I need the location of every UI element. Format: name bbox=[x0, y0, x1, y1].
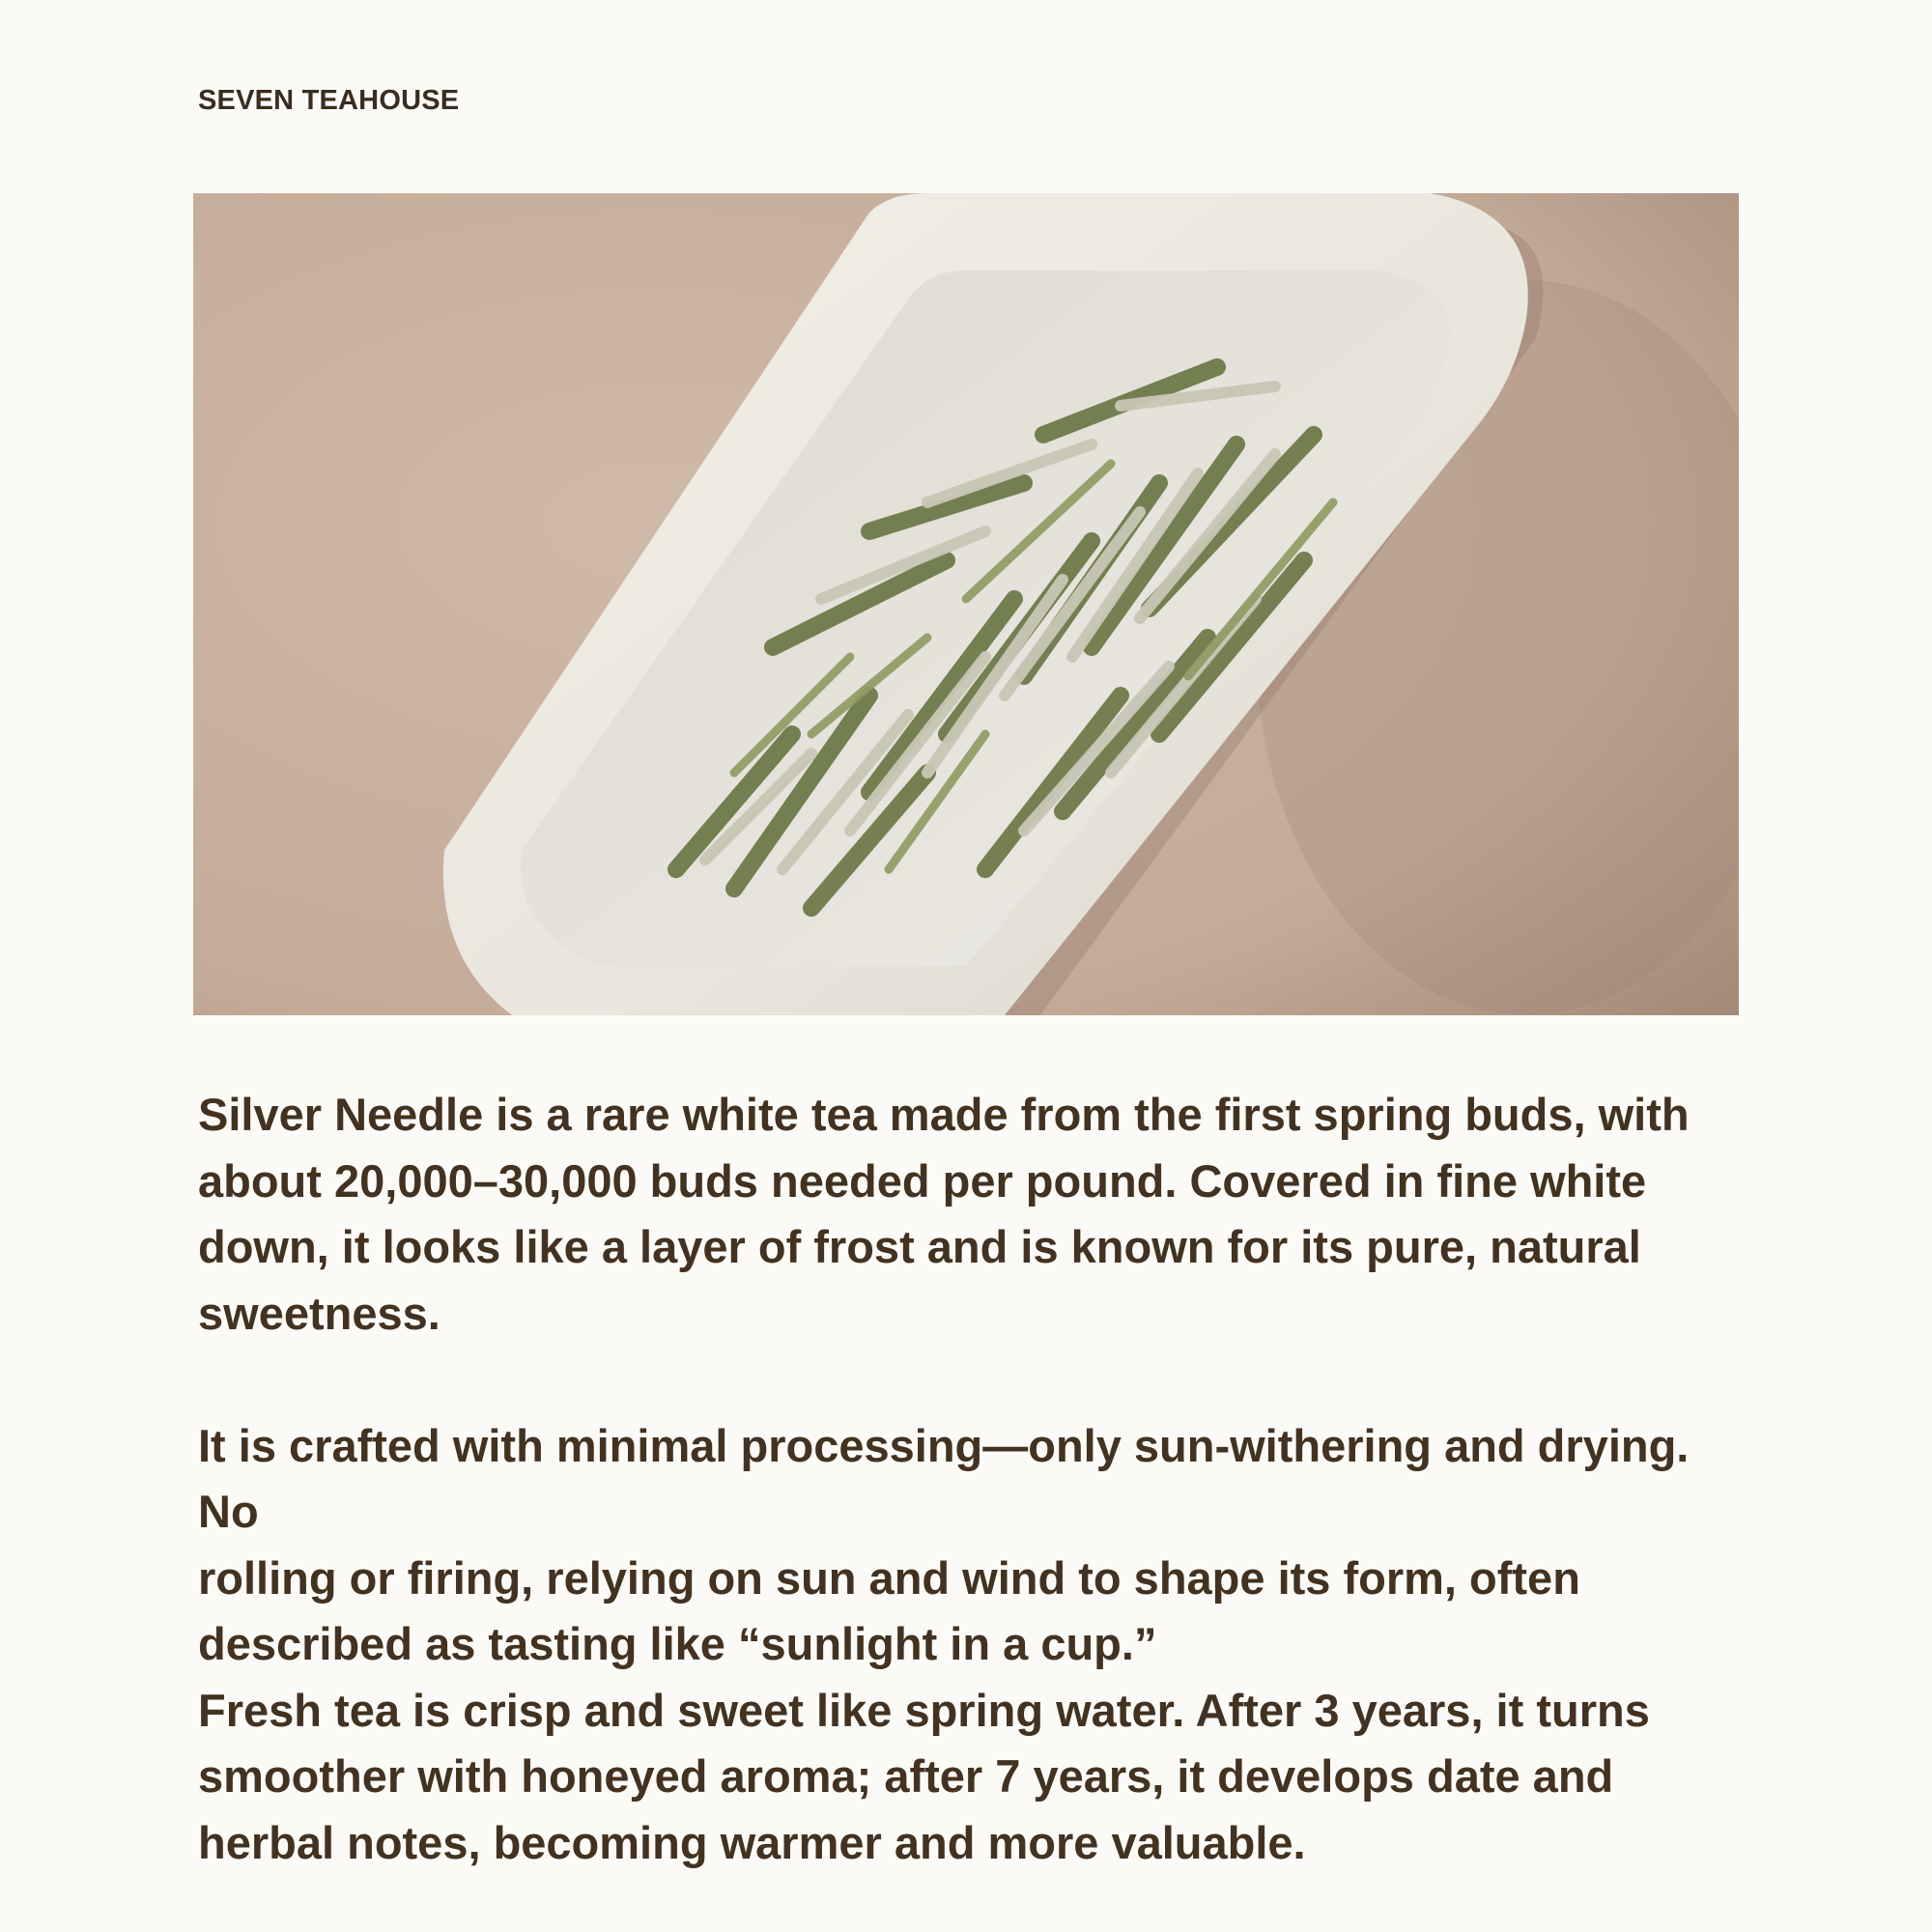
tea-scoop-photo bbox=[193, 193, 1739, 1015]
article-paragraph: Fresh tea is crisp and sweet like spring water. After 3 years, it turns smoother with honeyed aroma; after 7 years, it develops date and herbal notes, becoming warmer and more valuable. bbox=[198, 1684, 1650, 1868]
brand-name: SEVEN TEAHOUSE bbox=[198, 85, 460, 116]
hero-image bbox=[193, 193, 1739, 1015]
article-paragraph: Silver Needle is a rare white tea made from the first spring buds, with about 20,000–30,000 buds needed per pound. Covered in fine white down, it looks like a layer of frost and is known for its pure, natural sweetness. bbox=[198, 1089, 1690, 1339]
article-body bbox=[198, 1082, 1744, 1876]
article-paragraph: It is crafted with minimal processing—only sun-withering and drying. No rolling or firing, relying on sun and wind to shape its form, often described as tasting like “sunlight in a cup.” bbox=[198, 1419, 1690, 1669]
